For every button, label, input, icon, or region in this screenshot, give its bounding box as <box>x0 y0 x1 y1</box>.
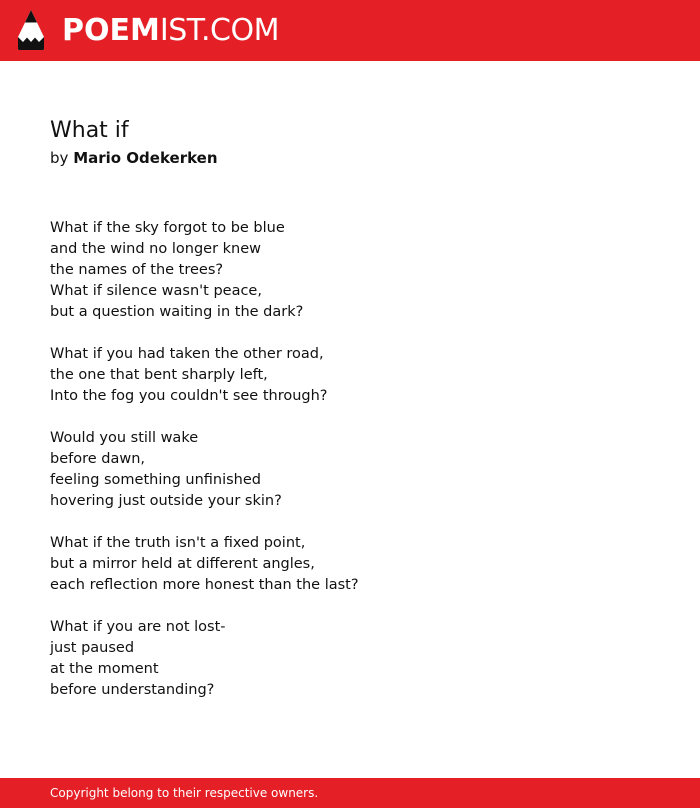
poem-line: What if silence wasn't peace, <box>50 283 262 299</box>
site-footer <box>0 778 700 808</box>
poem-line: feeling something unfinished <box>50 472 261 488</box>
poem-line: but a question waiting in the dark? <box>50 304 304 320</box>
poem-stanza <box>50 428 650 512</box>
poem-line: each reflection more honest than the last? <box>50 577 359 593</box>
poem-line: hovering just outside your skin? <box>50 493 282 509</box>
poem-line: before understanding? <box>50 682 215 698</box>
poem-stanza <box>50 344 650 407</box>
poem-body <box>50 218 650 701</box>
poem-stanza <box>50 617 650 701</box>
poem-line: Into the fog you couldn't see through? <box>50 388 328 404</box>
poem-line: the names of the trees? <box>50 262 224 278</box>
pencil-tip-icon[interactable] <box>17 9 45 51</box>
poem-author: Mario Odekerken <box>73 149 218 167</box>
poem-line: What if the truth isn't a fixed point, <box>50 535 306 551</box>
poem-stanza <box>50 218 650 323</box>
poem-line: before dawn, <box>50 451 146 467</box>
poem-title: What if <box>50 118 129 143</box>
poem-stanza <box>50 533 650 596</box>
poem-line: Would you still wake <box>50 430 199 446</box>
poem-line: What if you are not lost- <box>50 619 226 635</box>
logo-text-light: IST.COM <box>159 13 279 48</box>
site-logo-text[interactable] <box>62 11 279 51</box>
poem-line: at the moment <box>50 661 159 677</box>
poem-content <box>50 115 650 722</box>
site-header <box>0 0 700 61</box>
poem-line: What if the sky forgot to be blue <box>50 220 285 236</box>
logo-text-bold: POEM <box>62 13 160 48</box>
byline-prefix: by <box>50 149 69 167</box>
poem-line: What if you had taken the other road, <box>50 346 324 362</box>
poem-line: and the wind no longer knew <box>50 241 262 257</box>
footer-copyright: Copyright belong to their respective owners. <box>50 786 319 800</box>
poem-line: just paused <box>50 640 135 656</box>
poem-line: but a mirror held at different angles, <box>50 556 315 572</box>
poem-byline <box>50 147 650 169</box>
poem-line: the one that bent sharply left, <box>50 367 268 383</box>
